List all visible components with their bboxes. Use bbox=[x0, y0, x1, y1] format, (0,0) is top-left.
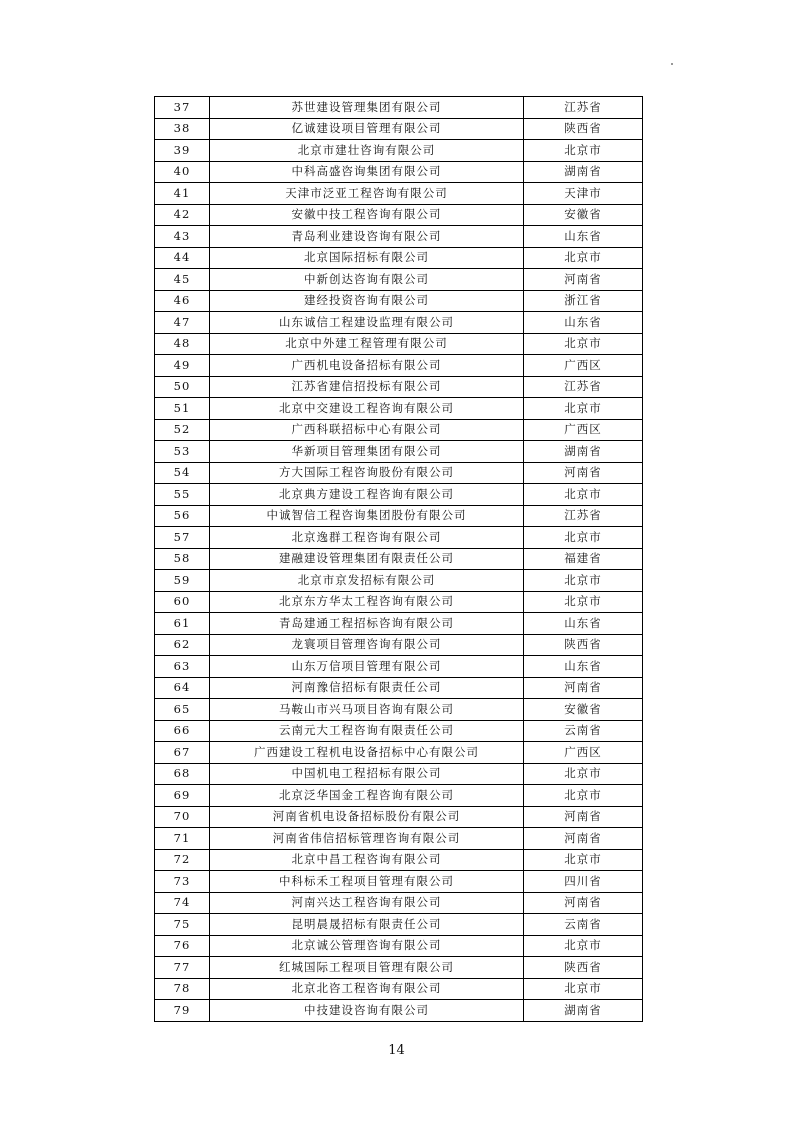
region-cell: 北京市 bbox=[524, 849, 643, 871]
row-number: 60 bbox=[155, 591, 210, 613]
region-cell: 广西区 bbox=[524, 742, 643, 764]
table-row bbox=[155, 763, 643, 785]
table-row bbox=[155, 957, 643, 979]
company-name: 苏世建设管理集团有限公司 bbox=[210, 97, 524, 119]
table-row bbox=[155, 204, 643, 226]
row-number: 58 bbox=[155, 548, 210, 570]
region-cell: 北京市 bbox=[524, 570, 643, 592]
company-name: 青岛建通工程招标咨询有限公司 bbox=[210, 613, 524, 635]
page-number: 14 bbox=[388, 1043, 405, 1058]
company-name: 山东诚信工程建设监理有限公司 bbox=[210, 312, 524, 334]
company-name: 北京中交建设工程咨询有限公司 bbox=[210, 398, 524, 420]
row-number: 55 bbox=[155, 484, 210, 506]
table-row bbox=[155, 462, 643, 484]
company-name: 龙寰项目管理咨询有限公司 bbox=[210, 634, 524, 656]
row-number: 51 bbox=[155, 398, 210, 420]
company-name: 青岛利业建设咨询有限公司 bbox=[210, 226, 524, 248]
region-cell: 天津市 bbox=[524, 183, 643, 205]
table-row bbox=[155, 312, 643, 334]
company-name: 河南省机电设备招标股份有限公司 bbox=[210, 806, 524, 828]
row-number: 39 bbox=[155, 140, 210, 162]
region-cell: 山东省 bbox=[524, 613, 643, 635]
row-number: 75 bbox=[155, 914, 210, 936]
row-number: 56 bbox=[155, 505, 210, 527]
region-cell: 北京市 bbox=[524, 140, 643, 162]
region-cell: 河南省 bbox=[524, 269, 643, 291]
row-number: 45 bbox=[155, 269, 210, 291]
company-name: 广西机电设备招标有限公司 bbox=[210, 355, 524, 377]
company-name: 北京东方华太工程咨询有限公司 bbox=[210, 591, 524, 613]
table-row bbox=[155, 978, 643, 1000]
table-row bbox=[155, 333, 643, 355]
region-cell: 河南省 bbox=[524, 892, 643, 914]
company-name: 方大国际工程咨询股份有限公司 bbox=[210, 462, 524, 484]
company-name: 中诚智信工程咨询集团股份有限公司 bbox=[210, 505, 524, 527]
region-cell: 陕西省 bbox=[524, 634, 643, 656]
table-row bbox=[155, 785, 643, 807]
row-number: 68 bbox=[155, 763, 210, 785]
company-name: 广西建设工程机电设备招标中心有限公司 bbox=[210, 742, 524, 764]
company-name: 广西科联招标中心有限公司 bbox=[210, 419, 524, 441]
region-cell: 北京市 bbox=[524, 333, 643, 355]
company-name: 北京逸群工程咨询有限公司 bbox=[210, 527, 524, 549]
region-cell: 四川省 bbox=[524, 871, 643, 893]
row-number: 59 bbox=[155, 570, 210, 592]
company-name: 红城国际工程项目管理有限公司 bbox=[210, 957, 524, 979]
region-cell: 湖南省 bbox=[524, 1000, 643, 1022]
region-cell: 山东省 bbox=[524, 312, 643, 334]
table-row bbox=[155, 935, 643, 957]
row-number: 79 bbox=[155, 1000, 210, 1022]
company-name: 北京国际招标有限公司 bbox=[210, 247, 524, 269]
company-name: 建融建设管理集团有限责任公司 bbox=[210, 548, 524, 570]
company-name: 中技建设咨询有限公司 bbox=[210, 1000, 524, 1022]
company-name: 河南兴达工程咨询有限公司 bbox=[210, 892, 524, 914]
row-number: 69 bbox=[155, 785, 210, 807]
region-cell: 北京市 bbox=[524, 247, 643, 269]
table-row bbox=[155, 161, 643, 183]
row-number: 61 bbox=[155, 613, 210, 635]
table-row bbox=[155, 355, 643, 377]
row-number: 37 bbox=[155, 97, 210, 119]
row-number: 70 bbox=[155, 806, 210, 828]
table-row bbox=[155, 269, 643, 291]
row-number: 46 bbox=[155, 290, 210, 312]
company-name: 中科高盛咨询集团有限公司 bbox=[210, 161, 524, 183]
row-number: 40 bbox=[155, 161, 210, 183]
table-row bbox=[155, 505, 643, 527]
row-number: 41 bbox=[155, 183, 210, 205]
company-name: 中新创达咨询有限公司 bbox=[210, 269, 524, 291]
company-name: 北京典方建设工程咨询有限公司 bbox=[210, 484, 524, 506]
table-row bbox=[155, 183, 643, 205]
table-row bbox=[155, 591, 643, 613]
table-row bbox=[155, 634, 643, 656]
table-row bbox=[155, 892, 643, 914]
row-number: 49 bbox=[155, 355, 210, 377]
company-name: 北京泛华国金工程咨询有限公司 bbox=[210, 785, 524, 807]
row-number: 43 bbox=[155, 226, 210, 248]
company-name: 云南元大工程咨询有限责任公司 bbox=[210, 720, 524, 742]
region-cell: 北京市 bbox=[524, 935, 643, 957]
table-row bbox=[155, 806, 643, 828]
company-name: 北京中外建工程管理有限公司 bbox=[210, 333, 524, 355]
company-name: 安徽中技工程咨询有限公司 bbox=[210, 204, 524, 226]
company-name: 北京北咨工程咨询有限公司 bbox=[210, 978, 524, 1000]
region-cell: 安徽省 bbox=[524, 204, 643, 226]
region-cell: 山东省 bbox=[524, 226, 643, 248]
company-name: 河南豫信招标有限责任公司 bbox=[210, 677, 524, 699]
region-cell: 浙江省 bbox=[524, 290, 643, 312]
row-number: 57 bbox=[155, 527, 210, 549]
company-name: 北京市京发招标有限公司 bbox=[210, 570, 524, 592]
row-number: 66 bbox=[155, 720, 210, 742]
table-row bbox=[155, 398, 643, 420]
table-row bbox=[155, 849, 643, 871]
table-row bbox=[155, 570, 643, 592]
table-row bbox=[155, 720, 643, 742]
table-row bbox=[155, 290, 643, 312]
table-row bbox=[155, 914, 643, 936]
row-number: 54 bbox=[155, 462, 210, 484]
region-cell: 北京市 bbox=[524, 527, 643, 549]
table-row bbox=[155, 484, 643, 506]
region-cell: 江苏省 bbox=[524, 505, 643, 527]
corner-dot bbox=[671, 63, 673, 65]
row-number: 63 bbox=[155, 656, 210, 678]
company-name: 北京中昌工程咨询有限公司 bbox=[210, 849, 524, 871]
table-row bbox=[155, 247, 643, 269]
company-name: 马鞍山市兴马项目咨询有限公司 bbox=[210, 699, 524, 721]
region-cell: 广西区 bbox=[524, 355, 643, 377]
row-number: 44 bbox=[155, 247, 210, 269]
table-row bbox=[155, 1000, 643, 1022]
region-cell: 河南省 bbox=[524, 462, 643, 484]
table-row bbox=[155, 226, 643, 248]
row-number: 73 bbox=[155, 871, 210, 893]
row-number: 53 bbox=[155, 441, 210, 463]
region-cell: 河南省 bbox=[524, 677, 643, 699]
table-row bbox=[155, 419, 643, 441]
table-row bbox=[155, 828, 643, 850]
company-list-table bbox=[154, 96, 643, 1022]
row-number: 48 bbox=[155, 333, 210, 355]
table-row bbox=[155, 376, 643, 398]
region-cell: 安徽省 bbox=[524, 699, 643, 721]
region-cell: 山东省 bbox=[524, 656, 643, 678]
region-cell: 陕西省 bbox=[524, 957, 643, 979]
region-cell: 陕西省 bbox=[524, 118, 643, 140]
region-cell: 北京市 bbox=[524, 591, 643, 613]
region-cell: 河南省 bbox=[524, 806, 643, 828]
table-row bbox=[155, 742, 643, 764]
region-cell: 云南省 bbox=[524, 914, 643, 936]
region-cell: 北京市 bbox=[524, 978, 643, 1000]
row-number: 65 bbox=[155, 699, 210, 721]
company-name: 山东万信项目管理有限公司 bbox=[210, 656, 524, 678]
row-number: 50 bbox=[155, 376, 210, 398]
table-row bbox=[155, 118, 643, 140]
region-cell: 北京市 bbox=[524, 763, 643, 785]
region-cell: 江苏省 bbox=[524, 376, 643, 398]
region-cell: 江苏省 bbox=[524, 97, 643, 119]
table-row bbox=[155, 548, 643, 570]
company-name: 昆明晨晟招标有限责任公司 bbox=[210, 914, 524, 936]
row-number: 74 bbox=[155, 892, 210, 914]
row-number: 78 bbox=[155, 978, 210, 1000]
table-row bbox=[155, 527, 643, 549]
row-number: 47 bbox=[155, 312, 210, 334]
table-row bbox=[155, 97, 643, 119]
company-name: 天津市泛亚工程咨询有限公司 bbox=[210, 183, 524, 205]
region-cell: 湖南省 bbox=[524, 441, 643, 463]
row-number: 72 bbox=[155, 849, 210, 871]
row-number: 71 bbox=[155, 828, 210, 850]
company-name: 中国机电工程招标有限公司 bbox=[210, 763, 524, 785]
table-row bbox=[155, 677, 643, 699]
row-number: 52 bbox=[155, 419, 210, 441]
region-cell: 北京市 bbox=[524, 785, 643, 807]
region-cell: 北京市 bbox=[524, 398, 643, 420]
company-name: 中科标禾工程项目管理有限公司 bbox=[210, 871, 524, 893]
table-row bbox=[155, 871, 643, 893]
company-name: 北京诚公管理咨询有限公司 bbox=[210, 935, 524, 957]
region-cell: 北京市 bbox=[524, 484, 643, 506]
table-row bbox=[155, 699, 643, 721]
company-name: 北京市建壮咨询有限公司 bbox=[210, 140, 524, 162]
company-name: 河南省伟信招标管理咨询有限公司 bbox=[210, 828, 524, 850]
company-name: 华新项目管理集团有限公司 bbox=[210, 441, 524, 463]
company-name: 建经投资咨询有限公司 bbox=[210, 290, 524, 312]
table-body bbox=[155, 97, 643, 1022]
row-number: 64 bbox=[155, 677, 210, 699]
row-number: 67 bbox=[155, 742, 210, 764]
region-cell: 云南省 bbox=[524, 720, 643, 742]
region-cell: 福建省 bbox=[524, 548, 643, 570]
table-row bbox=[155, 656, 643, 678]
row-number: 42 bbox=[155, 204, 210, 226]
region-cell: 湖南省 bbox=[524, 161, 643, 183]
region-cell: 广西区 bbox=[524, 419, 643, 441]
table-row bbox=[155, 140, 643, 162]
table-row bbox=[155, 613, 643, 635]
row-number: 62 bbox=[155, 634, 210, 656]
row-number: 76 bbox=[155, 935, 210, 957]
company-name: 亿诚建设项目管理有限公司 bbox=[210, 118, 524, 140]
company-name: 江苏省建信招投标有限公司 bbox=[210, 376, 524, 398]
row-number: 38 bbox=[155, 118, 210, 140]
region-cell: 河南省 bbox=[524, 828, 643, 850]
table-row bbox=[155, 441, 643, 463]
row-number: 77 bbox=[155, 957, 210, 979]
